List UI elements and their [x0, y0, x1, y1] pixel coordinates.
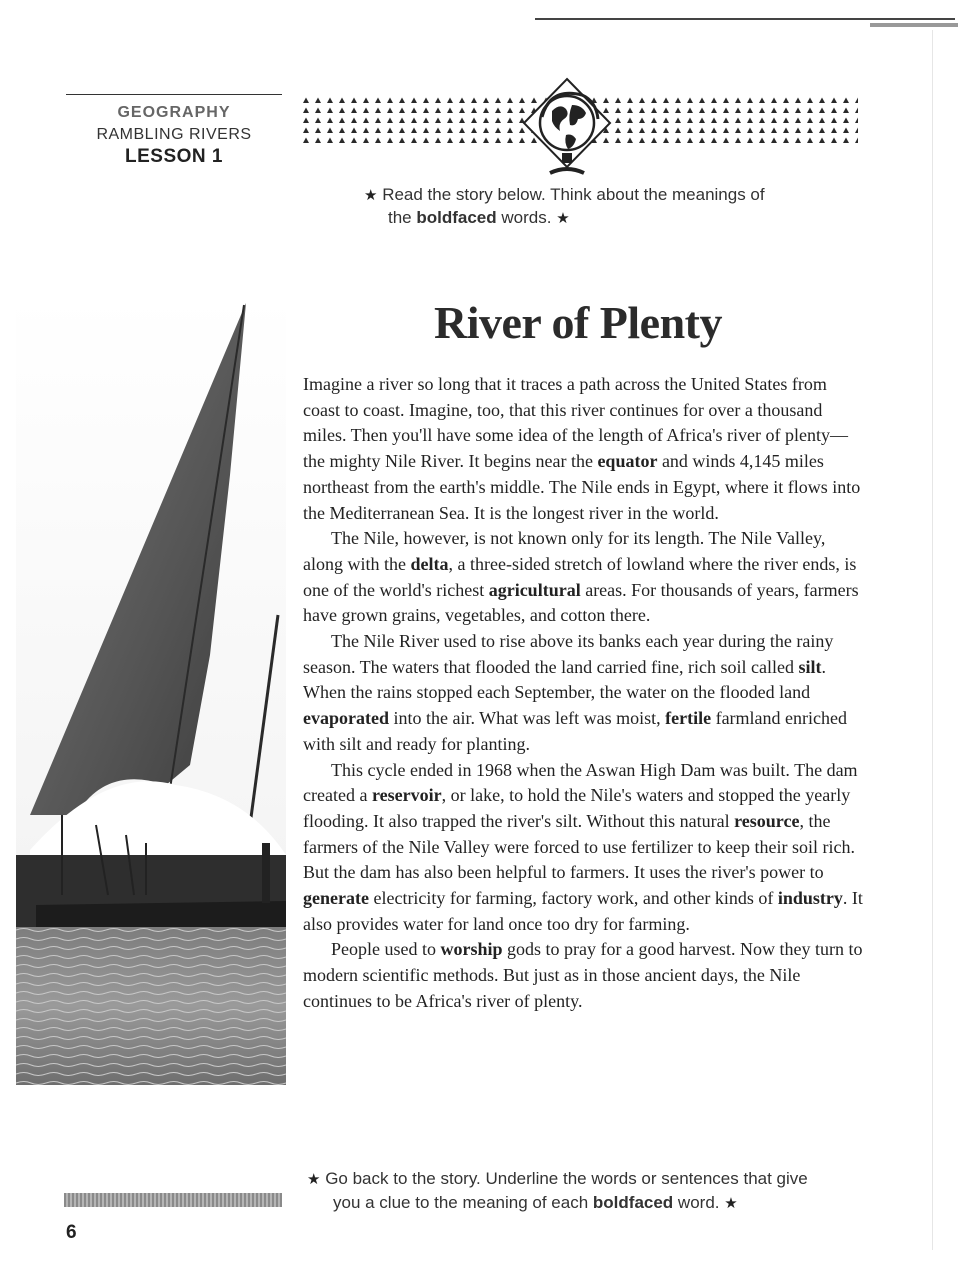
story-paragraph [303, 526, 867, 629]
story-text: , the farmers of the Nile Valley were forced to use fertilizer to keep their soil rich. But the dam has also been helpful to farmers. It uses the river's power to [303, 810, 855, 883]
boldfaced-word: reservoir [371, 785, 442, 806]
story-text: , a three-sided stretch of lowland where the river ends, is one of the world's richest [303, 553, 857, 600]
star-icon: ★ [556, 210, 570, 227]
story-paragraph [303, 937, 867, 1014]
story-text: . When the rains stopped each September, the water on the flooded land [303, 656, 826, 703]
instruction-line-2a: the [388, 208, 417, 227]
outro-line-1: Go back to the story. Underline the words or sentences that give [325, 1169, 808, 1188]
boldfaced-word: evaporated [303, 708, 389, 729]
felucca-sailboat-photo [16, 295, 286, 1085]
top-rule-accent [870, 23, 958, 27]
story-text: People used to [331, 939, 441, 960]
top-rule [535, 18, 955, 20]
star-icon: ★ [307, 1171, 321, 1188]
globe-icon [522, 77, 612, 175]
boldfaced-word: equator [597, 451, 658, 472]
boldfaced-word: agricultural [488, 579, 581, 600]
story-text: areas. For thousands of years, farmers have grown grains, vegetables, and cotton there. [303, 579, 859, 626]
story-text: The Nile River used to rise above its banks each year during the rainy season. The waters that flooded the land carried fine, rich soil called [303, 631, 834, 677]
instructions-top [364, 184, 824, 230]
star-icon: ★ [364, 187, 378, 204]
boldfaced-word: industry [777, 888, 843, 909]
boldfaced-word: worship [440, 939, 503, 960]
boldfaced-word: silt [798, 656, 822, 677]
story-paragraph [303, 758, 867, 938]
story-text: Imagine a river so long that it traces a path across the United States from coast to coast. Imagine, too, that this river continues for over a thousand miles. Then you'll have some idea of the length of Africa's river of plenty—the mighty Nile River. It begins near the [303, 374, 849, 472]
scan-edge [932, 30, 933, 1250]
outro-line-2b: word. [673, 1193, 720, 1212]
story-text: , or lake, to hold the Nile's waters and stopped the yearly flooding. It also trapped the river's silt. Without this natural [303, 785, 851, 831]
story-text: This cycle ended in 1968 when the Aswan High Dam was built. The dam created a [303, 759, 858, 806]
page-number: 6 [66, 1222, 77, 1243]
story-title: River of Plenty [433, 297, 723, 348]
star-icon: ★ [724, 1195, 738, 1212]
instructions-bottom [307, 1167, 867, 1215]
story-paragraph [303, 629, 867, 758]
boldfaced-word: fertile [665, 708, 712, 729]
footer-bar [64, 1193, 282, 1207]
story-text: The Nile, however, is not known only for its length. The Nile Valley, along with the [303, 528, 826, 574]
story-text: into the air. What was left was moist, [388, 708, 666, 729]
boldfaced-word: delta [410, 553, 449, 574]
boldfaced-word: generate [303, 888, 369, 909]
story-text: gods to pray for a good harvest. Now they turn to modern scientific methods. But just as in those ancient days, the Nile continues to be Africa's river of plenty. [303, 939, 863, 1011]
lesson-label: LESSON 1 [125, 146, 223, 167]
outro-bold: boldfaced [592, 1193, 674, 1212]
instruction-bold: boldfaced [416, 208, 497, 227]
instruction-line-1: Read the story below. Think about the meanings of [382, 185, 765, 204]
sidebar-rule [66, 94, 282, 95]
instruction-line-2b: words. [496, 208, 552, 227]
story-body [303, 372, 867, 1015]
story-paragraph [303, 372, 867, 526]
story-text: . It also provides water for land once too dry for farming. [303, 888, 863, 934]
boldfaced-word: resource [734, 810, 800, 831]
unit-label: RAMBLING RIVERS [96, 126, 252, 143]
story-text: and winds 4,145 miles northeast from the earth's middle. The Nile ends in Egypt, where it flows into the Mediterranean Sea. It is the longest river in the world. [303, 451, 861, 523]
story-text: electricity for farming, factory work, and other kinds of [368, 888, 778, 909]
lesson-header [66, 104, 282, 168]
subject-label: GEOGRAPHY [117, 104, 231, 121]
outro-line-2a: you a clue to the meaning of each [333, 1193, 593, 1212]
story-text: farmland enriched with silt and ready for planting. [303, 708, 848, 754]
